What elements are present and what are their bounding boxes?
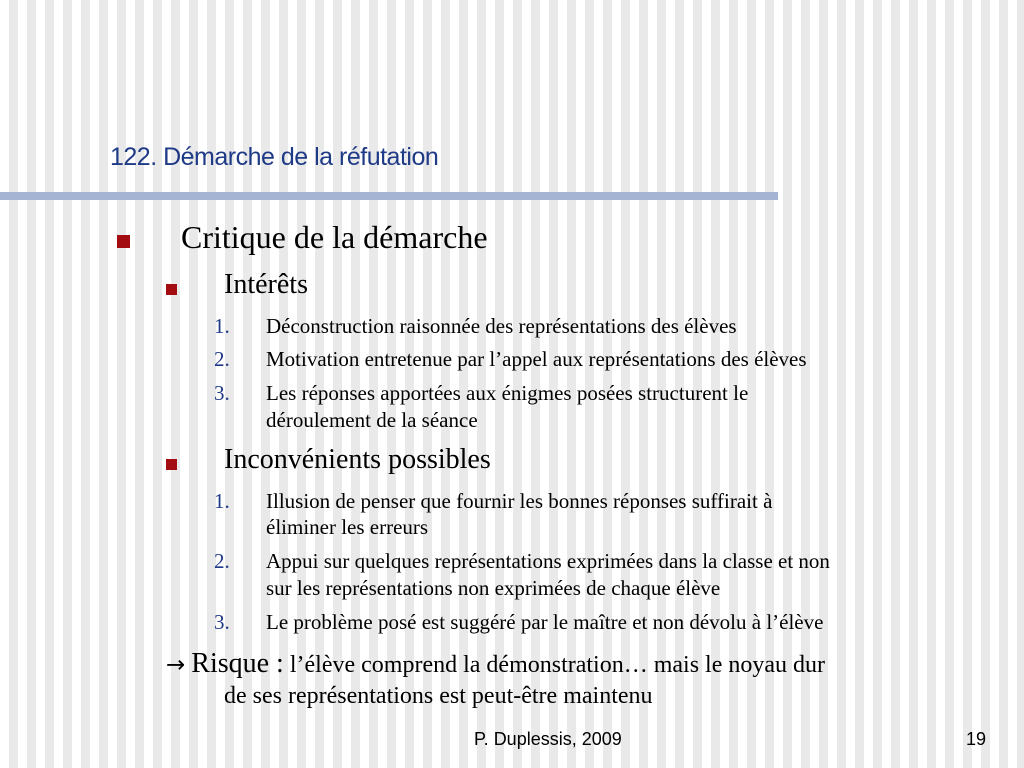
list-number: 2. bbox=[214, 347, 230, 371]
square-bullet-icon bbox=[166, 459, 177, 470]
list-item: Appui sur quelques représentations exprimées dans la classe et non bbox=[266, 549, 830, 573]
list-number: 1. bbox=[214, 314, 230, 338]
list-item-continuation: sur les représentations non exprimées de chaque élève bbox=[266, 576, 721, 600]
list-number: 1. bbox=[214, 489, 230, 513]
risk-label: Risque : bbox=[191, 648, 284, 679]
risk-conclusion bbox=[166, 648, 1006, 712]
list-number: 2. bbox=[214, 549, 230, 573]
list-item-continuation: déroulement de la séance bbox=[266, 408, 478, 432]
list-number: 3. bbox=[214, 381, 230, 405]
main-point: Critique de la démarche bbox=[181, 219, 488, 255]
list-item: Les réponses apportées aux énigmes posées structurent le bbox=[266, 381, 749, 405]
title-divider bbox=[0, 192, 778, 200]
list-item: Illusion de penser que fournir les bonnes réponses suffirait à bbox=[266, 489, 773, 513]
section-heading-inconvenients: Inconvénients possibles bbox=[224, 444, 491, 475]
list-number: 3. bbox=[214, 610, 230, 634]
list-item: Déconstruction raisonnée des représentations des élèves bbox=[266, 314, 737, 338]
risk-text-line2: de ses représentations est peut-être maintenu bbox=[224, 683, 653, 709]
page-number: 19 bbox=[966, 729, 987, 749]
risk-text-line1: l’élève comprend la démonstration… mais le noyau dur bbox=[289, 652, 826, 678]
slide-title: 122. Démarche de la réfutation bbox=[110, 143, 439, 171]
section-heading-interets: Intérêts bbox=[224, 269, 308, 300]
footer-author: P. Duplessis, 2009 bbox=[474, 729, 622, 749]
list-item: Motivation entretenue par l’appel aux représentations des élèves bbox=[266, 347, 807, 371]
list-item: Le problème posé est suggéré par le maître et non dévolu à l’élève bbox=[266, 610, 824, 634]
right-arrow-icon: → bbox=[166, 652, 186, 678]
list-item-continuation: éliminer les erreurs bbox=[266, 515, 429, 539]
square-bullet-icon bbox=[117, 235, 130, 248]
square-bullet-icon bbox=[166, 284, 177, 295]
